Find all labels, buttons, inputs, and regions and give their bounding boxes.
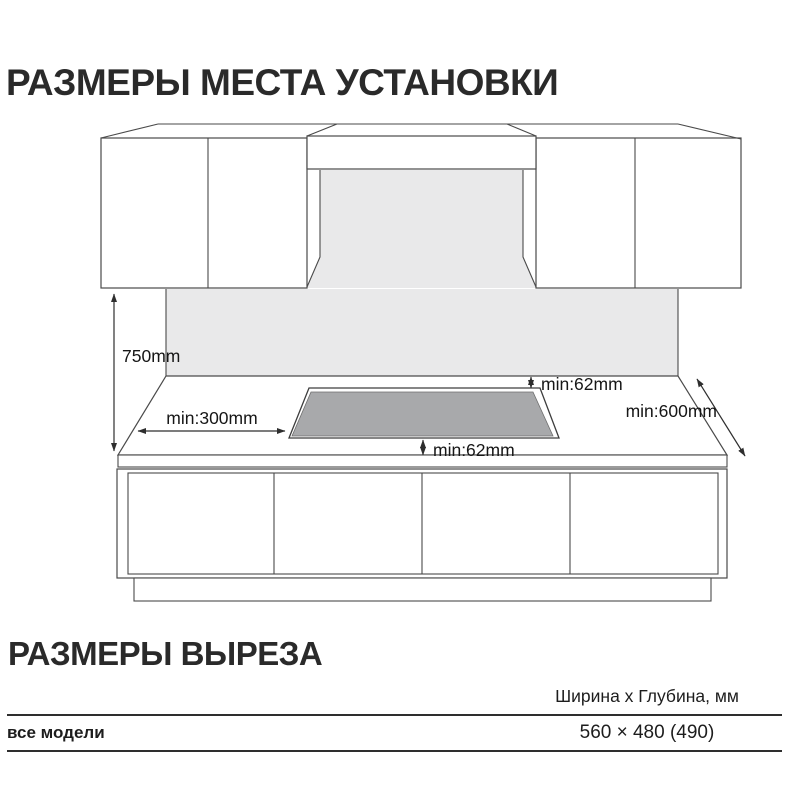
hood-chimney bbox=[307, 170, 536, 288]
upper-cabinet-right bbox=[536, 138, 741, 288]
cutout-size-table bbox=[7, 686, 782, 752]
depth-label: min:600mm bbox=[625, 401, 717, 421]
upper-cabinet-left bbox=[101, 138, 307, 288]
model-name: все модели bbox=[7, 723, 105, 742]
cutout-size-value: 560 × 480 (490) bbox=[579, 722, 715, 743]
size-column-header: Ширина x Глубина, мм bbox=[555, 686, 739, 706]
cutout-table-header-row bbox=[7, 686, 782, 716]
cooker-hood bbox=[307, 136, 536, 169]
plinth bbox=[134, 578, 711, 601]
backsplash-wall bbox=[166, 289, 678, 376]
cooktop-surface bbox=[292, 392, 553, 436]
installation-dimensions-title: РАЗМЕРЫ МЕСТА УСТАНОВКИ bbox=[6, 62, 559, 103]
cutout-table-row bbox=[7, 716, 782, 752]
lower-cabinet-front bbox=[128, 473, 718, 574]
left-clearance-label: min:300mm bbox=[166, 408, 258, 428]
front-clearance-label: min:62mm bbox=[433, 440, 515, 460]
countertop-front-edge bbox=[118, 455, 727, 467]
cutout-dimensions-title: РАЗМЕРЫ ВЫРЕЗА bbox=[8, 635, 323, 672]
back-clearance-label: min:62mm bbox=[541, 374, 623, 394]
height-750-label: 750mm bbox=[122, 346, 181, 366]
